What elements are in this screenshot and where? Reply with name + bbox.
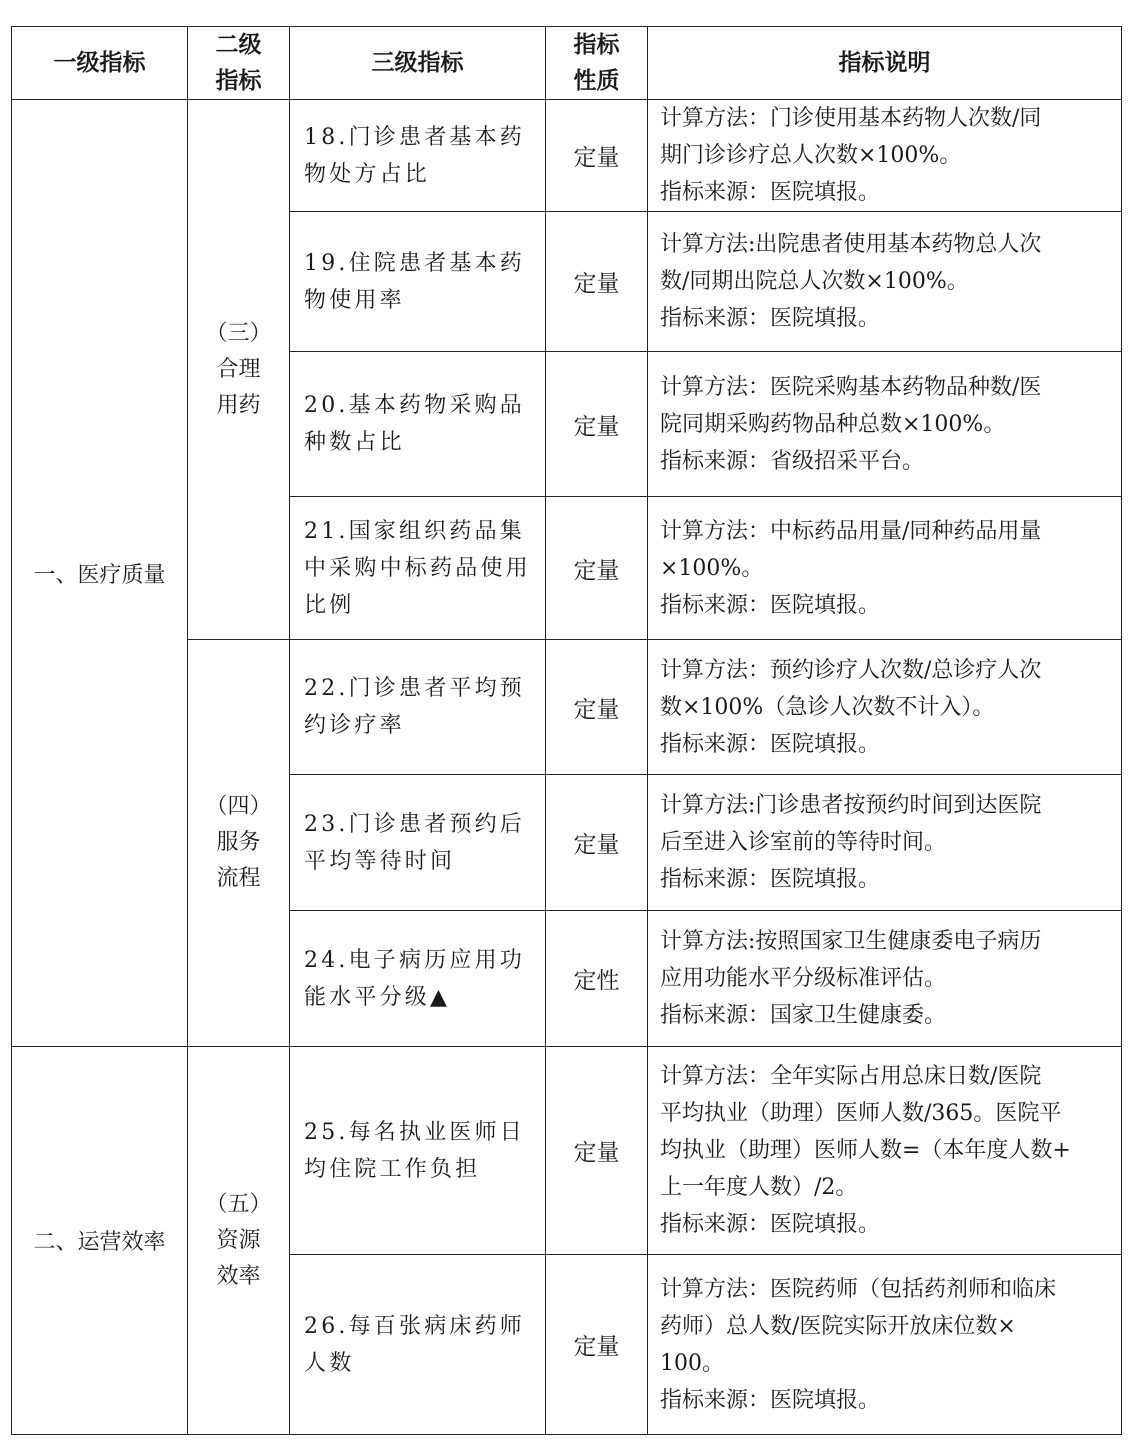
indicator-nature: 定量 (546, 100, 648, 212)
indicator-nature: 定量 (546, 1255, 648, 1435)
indicator-description: 计算方法：全年实际占用总床日数/医院 平均执业（助理）医师人数/365。医院平 均执业（助理）医师人数=（本年度人数+ 上一年度人数）/2。 指标来源：医院填报。 (648, 1047, 1122, 1255)
table-row (12, 1047, 1122, 1255)
indicator-name: 22.门诊患者平均预 约诊疗率 (290, 640, 546, 775)
indicator-description: 计算方法：医院采购基本药物品种数/医 院同期采购药物品种总数×100%。 指标来源：省级招采平台。 (648, 352, 1122, 497)
indicator-name: 25.每名执业医师日 均住院工作负担 (290, 1047, 546, 1255)
header-level1: 一级指标 (12, 27, 188, 100)
header-level3: 三级指标 (290, 27, 546, 100)
indicator-name: 21.国家组织药品集 中采购中标药品使用 比例 (290, 497, 546, 640)
indicator-description: 计算方法:按照国家卫生健康委电子病历 应用功能水平分级标准评估。 指标来源：国家卫生健康委。 (648, 911, 1122, 1047)
indicator-nature: 定量 (546, 1047, 648, 1255)
indicator-description: 计算方法：门诊使用基本药物人次数/同 期门诊诊疗总人次数×100%。 指标来源：医院填报。 (648, 100, 1122, 212)
level2-service-process: （四） 服务 流程 (188, 640, 290, 1047)
indicator-name: 18.门诊患者基本药 物处方占比 (290, 100, 546, 212)
header-level2: 二级 指标 (188, 27, 290, 100)
indicator-name: 23.门诊患者预约后 平均等待时间 (290, 775, 546, 911)
indicator-nature: 定量 (546, 497, 648, 640)
indicator-description: 计算方法：医院药师（包括药剂师和临床 药师）总人数/医院实际开放床位数× 100。 指标来源：医院填报。 (648, 1255, 1122, 1435)
indicator-description: 计算方法:门诊患者按预约时间到达医院 后至进入诊室前的等待时间。 指标来源：医院填报。 (648, 775, 1122, 911)
indicator-nature: 定性 (546, 911, 648, 1047)
indicator-name: 20.基本药物采购品 种数占比 (290, 352, 546, 497)
indicator-nature: 定量 (546, 640, 648, 775)
header-description: 指标说明 (648, 27, 1122, 100)
level1-operational-efficiency: 二、运营效率 (12, 1047, 188, 1435)
indicator-nature: 定量 (546, 212, 648, 352)
header-nature: 指标 性质 (546, 27, 648, 100)
level1-medical-quality: 一、医疗质量 (12, 100, 188, 1047)
level2-rational-drug-use: （三） 合理 用药 (188, 100, 290, 640)
indicator-name: 26.每百张病床药师 人数 (290, 1255, 546, 1435)
indicator-name: 24.电子病历应用功 能水平分级▲ (290, 911, 546, 1047)
indicator-nature: 定量 (546, 352, 648, 497)
indicator-description: 计算方法：预约诊疗人次数/总诊疗人次 数×100%（急诊人次数不计入）。 指标来源：医院填报。 (648, 640, 1122, 775)
indicator-table (11, 26, 1122, 1435)
indicator-description: 计算方法:出院患者使用基本药物总人次 数/同期出院总人次数×100%。 指标来源：医院填报。 (648, 212, 1122, 352)
level2-resource-efficiency: （五） 资源 效率 (188, 1047, 290, 1435)
indicator-nature: 定量 (546, 775, 648, 911)
indicator-description: 计算方法：中标药品用量/同种药品用量 ×100%。 指标来源：医院填报。 (648, 497, 1122, 640)
table-header-row (12, 27, 1122, 100)
indicator-name: 19.住院患者基本药 物使用率 (290, 212, 546, 352)
table-row (12, 100, 1122, 212)
